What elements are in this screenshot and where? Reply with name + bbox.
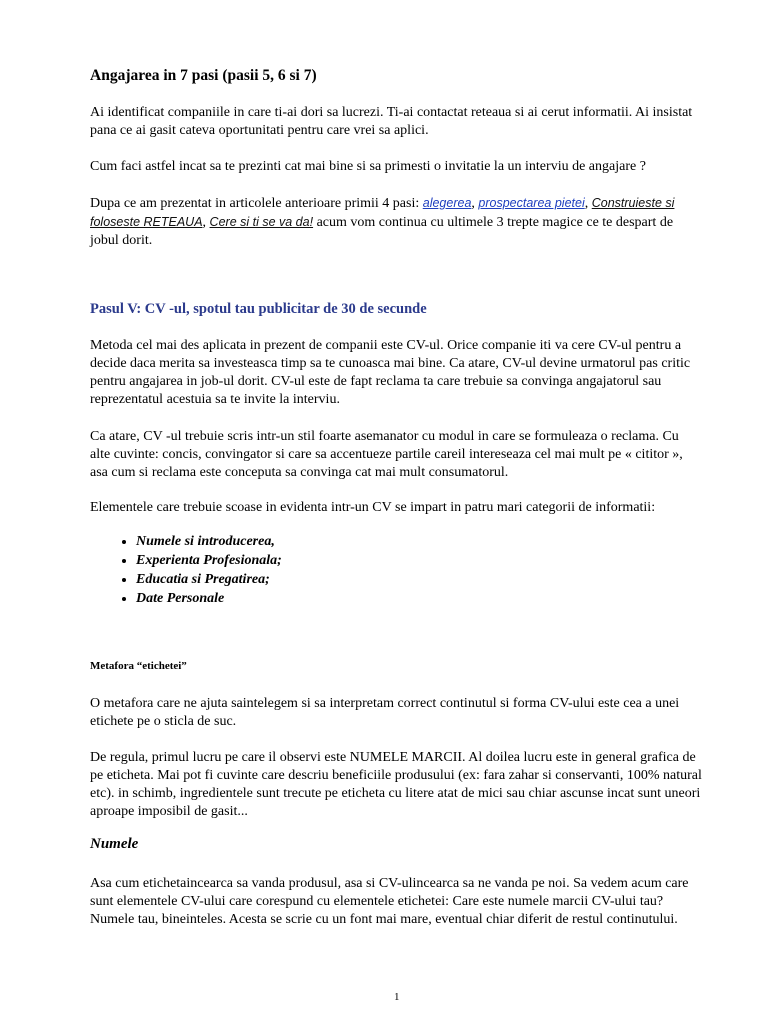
intro-paragraph-2: Cum faci astfel incat sa te prezinti cat mai bine si sa primesti o invitatie la un interviu de angajare ? — [90, 159, 646, 174]
section-5-paragraph-3: Elementele care trebuie scoase in evidenta intr-un CV se impart in patru mari categorii de informatii: — [90, 500, 656, 515]
numele-heading: Numele — [90, 836, 139, 852]
list-item: • Experienta Profesionala; — [136, 551, 282, 570]
list-item: • Educatia si Pregatirea; — [136, 570, 282, 589]
intro-paragraph-3-lead: Dupa ce am prezentat in articolele anterioare primii 4 pasi: — [90, 196, 423, 211]
link-prospectarea-pietei[interactable]: prospectarea pietei — [478, 196, 585, 210]
list-item: • Date Personale — [136, 589, 282, 608]
numele-paragraph-1: Asa cum etichetaincearca sa vanda produsul, asa si CV-ulincearca sa ne vanda pe noi. Sa vedem acum care sunt elementele CV-ului care corespund cu elementele etichetei: Care este numele marcii CV-ului tau? Numele tau, bineinteles. Acesta se scrie cu un font mai mare, eventual chiar diferit de restul continutului. — [90, 876, 689, 927]
list-item: • Numele si introducerea, — [136, 532, 282, 551]
metafora-heading: Metafora “etichetei” — [90, 660, 187, 672]
link-alegerea[interactable]: alegerea — [422, 196, 472, 210]
metafora-paragraph-2: De regula, primul lucru pe care il observi este NUMELE MARCII. Al doilea lucru este in general grafica de pe eticheta. Mai pot fi cuvinte care descriu beneficiile produsului (ex: fara zahar si conservanti, 100% natural etc). in schimb, ingredientele sunt trecute pe eticheta cu litere atat de mici sau chiar ascunse incat sunt uneori aproape imposibil de gasit... — [90, 750, 702, 819]
link-cere-si-ti-se-va-da[interactable]: Cere si ti se va da! — [209, 215, 314, 229]
metafora-paragraph-1: O metafora care ne ajuta saintelegem si sa interpretam correct continutul si forma CV-ului este cea a unei etichete pe o sticla de suc. — [90, 696, 680, 729]
link-construieste-reteaua[interactable]: Construieste si foloseste RETEAUA — [90, 196, 675, 229]
intro-paragraph-1: Ai identificat companiile in care ti-ai dori sa lucrezi. Ti-ai contactat reteaua si ai cerut informatii. Ai insistat pana ce ai gasit cateva oportunitati pentru care vrei sa aplici. — [90, 105, 693, 138]
section-5-paragraph-2: Ca atare, CV -ul trebuie scris intr-un stil foarte asemanator cu modul in care se formuleaza o reclama. Cu alte cuvinte: concis, convingator si care sa accentueze partile careil intereseaza cel mai mult pe « cititor », asa cum si reclama este conceputa sa convinga cat mai mult consumatorul. — [90, 429, 683, 480]
section-5-paragraph-1: Metoda cel mai des aplicata in prezent de companii este CV-ul. Orice companie iti va cere CV-ul pentru a decide daca merita sa investeasca timp sa te cunoasca mai bine. Ca atare, CV-ul devine urmatorul pas critic pentru angajarea in job-ul dorit. CV-ul este de fapt reclama ta care trebuie sa convinga angajatorul sau reprezentatul acestuia sa te invite la interviu. — [90, 338, 691, 407]
section-5-heading: Pasul V: CV -ul, spotul tau publicitar de 30 de secunde — [90, 301, 427, 317]
cv-categories-list — [90, 532, 282, 608]
document-title: Angajarea in 7 pasi (pasii 5, 6 si 7) — [90, 67, 317, 84]
intro-paragraph-3-tail: acum vom continua cu ultimele 3 trepte magice ce te despart de jobul dorit. — [90, 215, 674, 248]
intro-paragraph-3: Dupa ce am prezentat in articolele anterioare primii 4 pasi: alegerea, prospectarea pietei, Construieste si foloseste RETEAUA, Cere si ti se va da! acum vom continua cu ultimele 3 trepte magice ce te despart de jobul dorit. — [90, 196, 675, 248]
page-number: 1 — [394, 991, 400, 1003]
